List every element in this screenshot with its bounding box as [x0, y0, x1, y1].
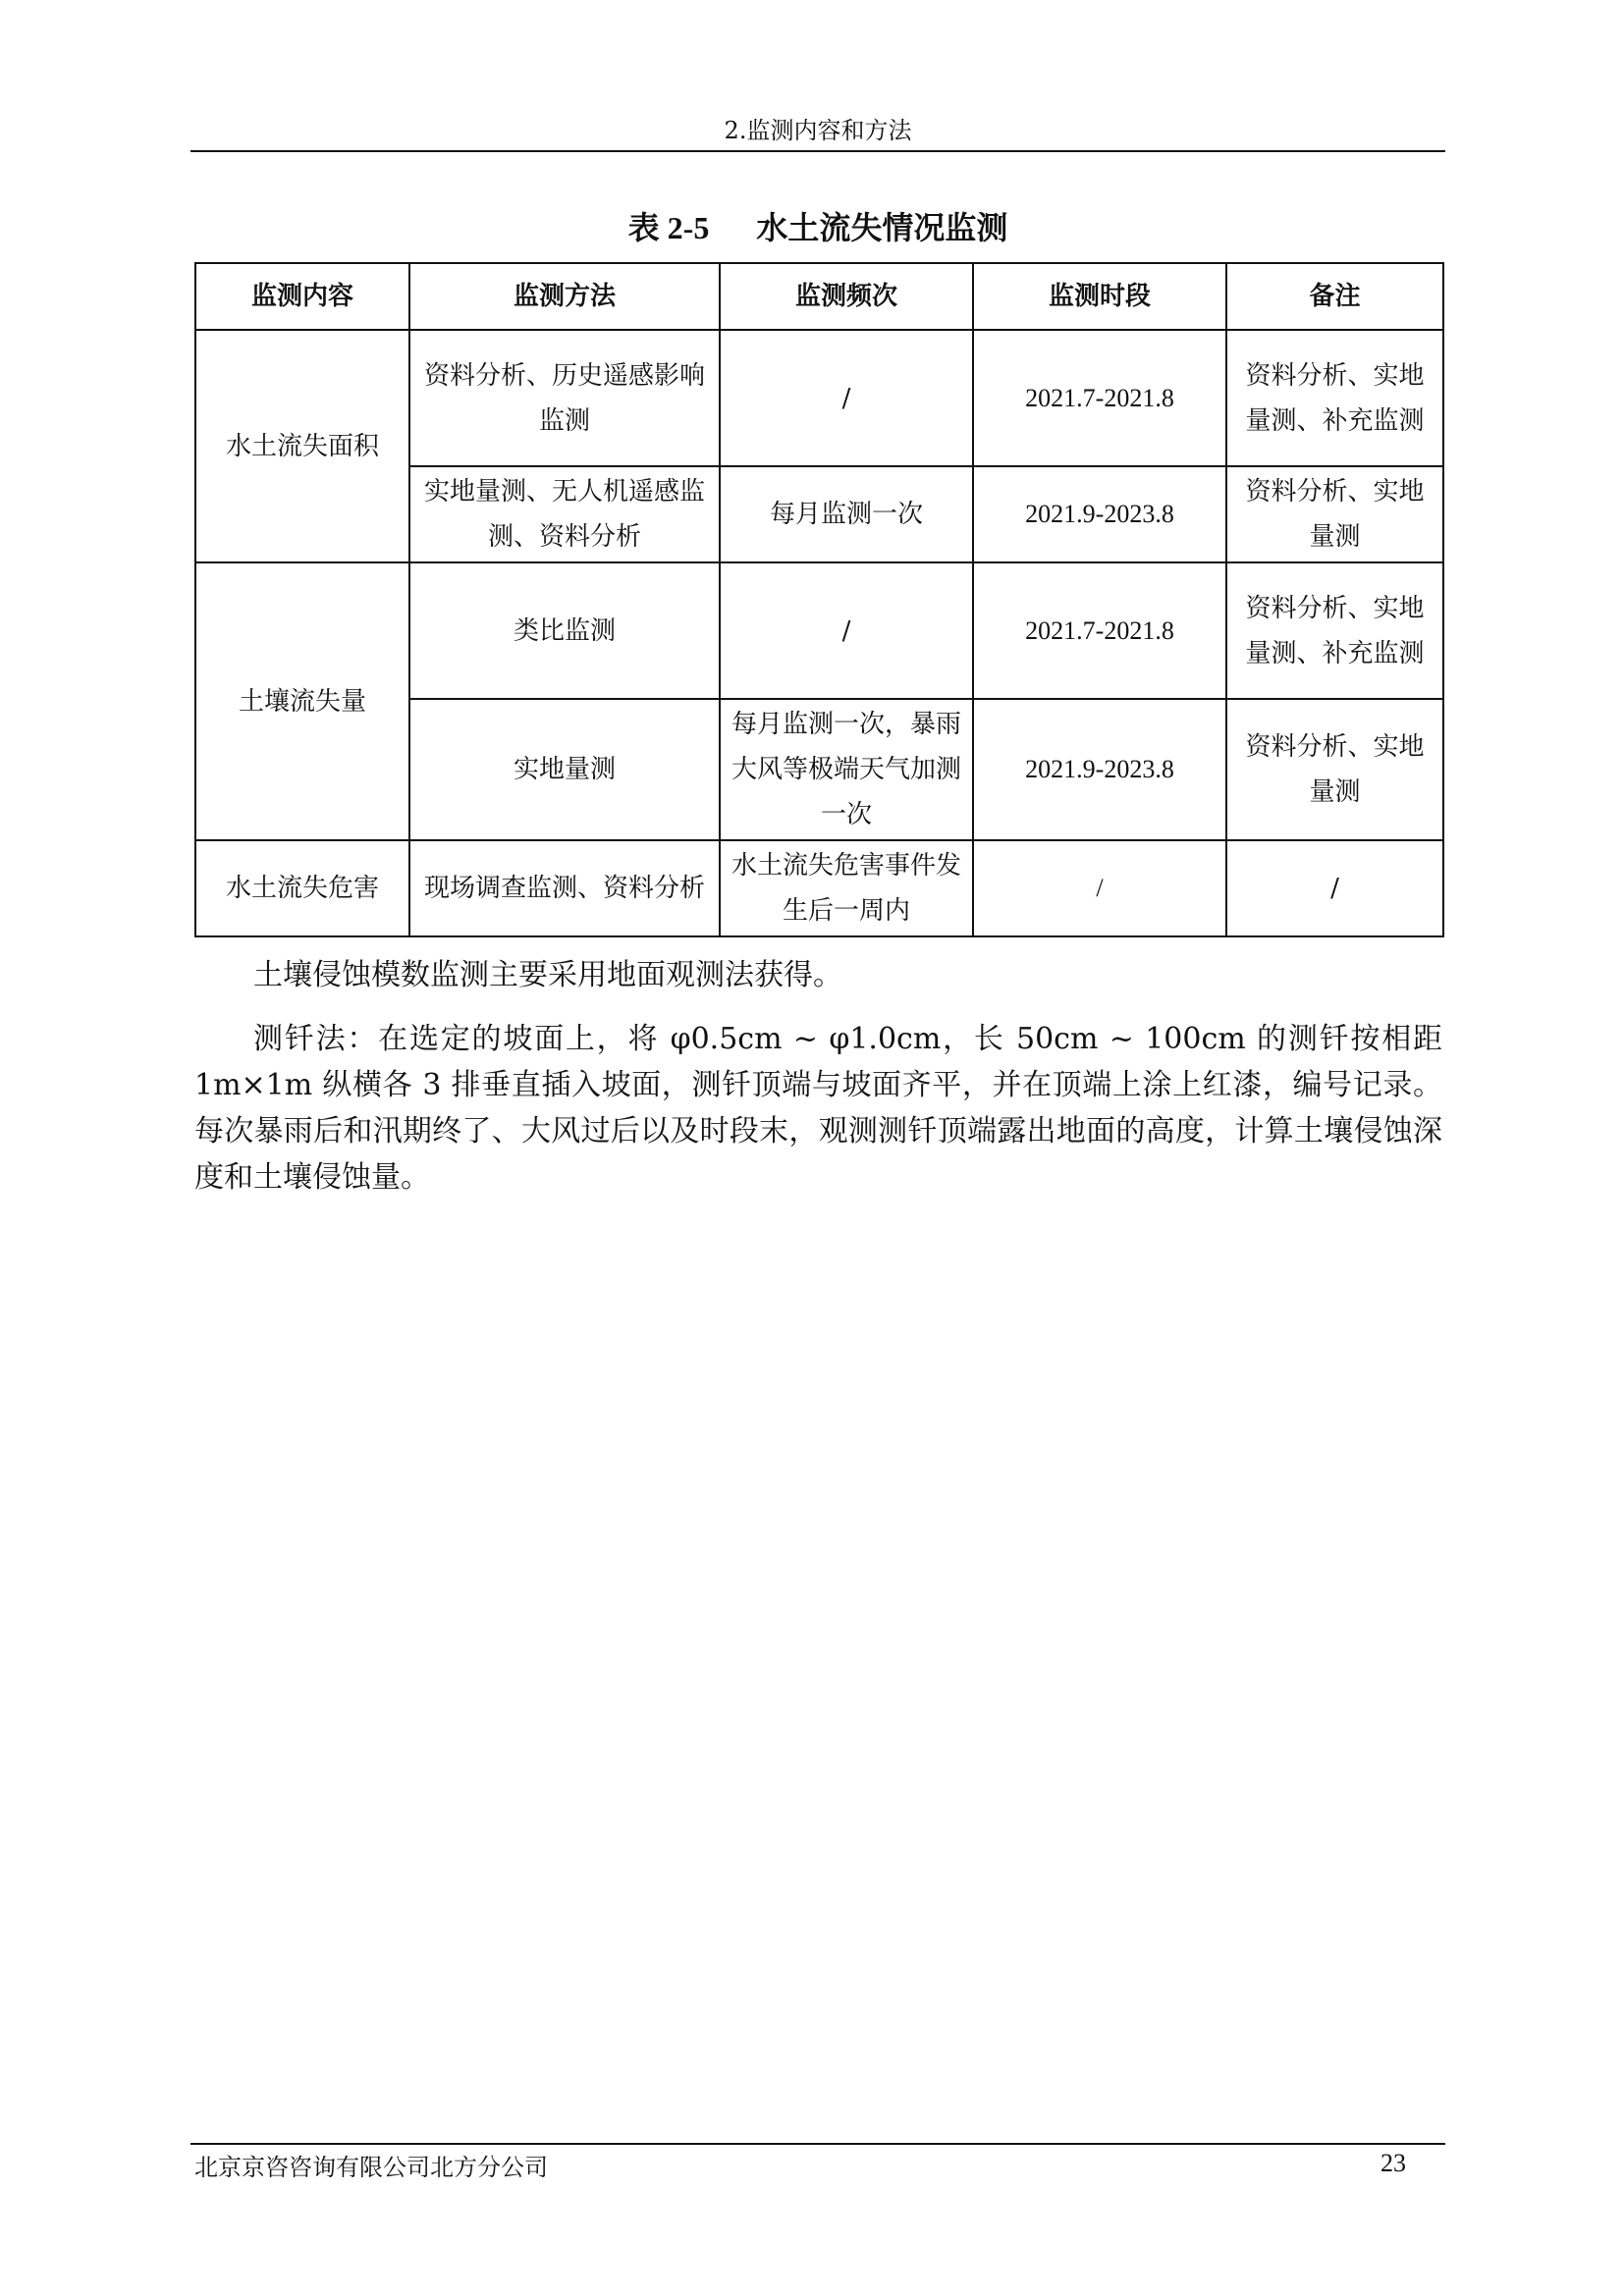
cell-period: 2021.7-2021.8	[973, 562, 1226, 699]
cell-period: 2021.9-2023.8	[973, 466, 1226, 562]
header-divider	[190, 150, 1445, 152]
cell-method: 类比监测	[409, 562, 720, 699]
cell-method: 资料分析、历史遥感影响监测	[409, 330, 720, 466]
header-remark: 备注	[1226, 263, 1443, 330]
cell-frequency: /	[720, 562, 973, 699]
cell-period: /	[973, 840, 1226, 936]
cell-method: 现场调查监测、资料分析	[409, 840, 720, 936]
cell-content: 土壤流失量	[195, 562, 409, 840]
running-header: 2.监测内容和方法	[724, 117, 912, 144]
cell-frequency: /	[720, 330, 973, 466]
cell-method: 实地量测	[409, 699, 720, 840]
cell-period: 2021.7-2021.8	[973, 330, 1226, 466]
page-number: 23	[1380, 2149, 1406, 2177]
cell-remark: 资料分析、实地量测、补充监测	[1226, 330, 1443, 466]
table-row	[195, 562, 1443, 699]
footer-company: 北京京咨咨询有限公司北方分公司	[194, 2154, 548, 2181]
table-row	[195, 840, 1443, 936]
cell-period: 2021.9-2023.8	[973, 699, 1226, 840]
monitoring-table	[194, 262, 1444, 937]
footer-divider	[190, 2143, 1445, 2145]
cell-remark: /	[1226, 840, 1443, 936]
header-monitoring-method: 监测方法	[409, 263, 720, 330]
cell-method: 实地量测、无人机遥感监测、资料分析	[409, 466, 720, 562]
cell-remark: 资料分析、实地量测	[1226, 466, 1443, 562]
cell-frequency: 水土流失危害事件发生后一周内	[720, 840, 973, 936]
table-header-row	[195, 263, 1443, 330]
paragraph-erosion-modulus: 土壤侵蚀模数监测主要采用地面观测法获得。	[253, 958, 842, 992]
header-monitoring-frequency: 监测频次	[720, 263, 973, 330]
cell-remark: 资料分析、实地量测、补充监测	[1226, 562, 1443, 699]
table-caption-title: 水土流失情况监测	[756, 209, 1008, 246]
cell-frequency: 每月监测一次，暴雨大风等极端天气加测一次	[720, 699, 973, 840]
cell-content: 水土流失面积	[195, 330, 409, 562]
header-monitoring-content: 监测内容	[195, 263, 409, 330]
table-row	[195, 330, 1443, 466]
paragraph-pin-method: 测钎法：在选定的坡面上，将 φ0.5cm ~ φ1.0cm，长 50cm ~ 100cm 的测钎按相距 1m×1m 纵横各 3 排垂直插入坡面，测钎顶端与坡面齐平，并在顶端上涂上红漆，编号记录。每次暴雨后和汛期终了、大风过后以及时段末，观测测钎顶端露出地面的高度，计算土壤侵蚀深度和土壤侵蚀量。	[194, 1022, 1442, 1195]
cell-remark: 资料分析、实地量测	[1226, 699, 1443, 840]
cell-content: 水土流失危害	[195, 840, 409, 936]
table-caption	[192, 208, 1443, 247]
cell-frequency: 每月监测一次	[720, 466, 973, 562]
table-caption-number: 表 2-5	[627, 210, 710, 245]
header-monitoring-period: 监测时段	[973, 263, 1226, 330]
